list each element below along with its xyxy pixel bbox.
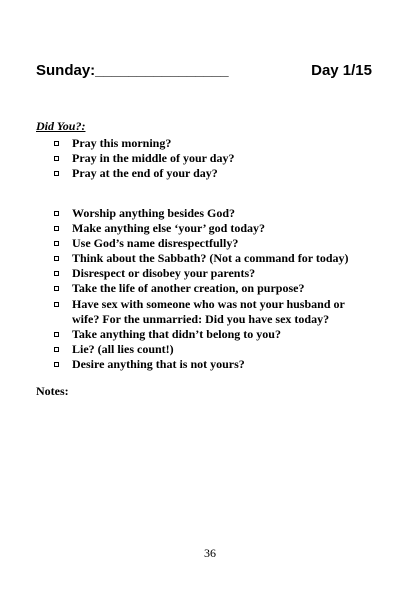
checklist-item[interactable] <box>52 251 372 266</box>
checklist-item[interactable] <box>52 236 372 251</box>
checklist-item-label: Make anything else ‘your’ god today? <box>72 221 265 236</box>
checkbox-icon[interactable] <box>54 362 59 367</box>
checklist-item[interactable] <box>52 136 372 151</box>
checklist-item[interactable] <box>52 221 372 236</box>
checkbox-icon[interactable] <box>54 256 59 261</box>
page-number: 36 <box>204 546 216 560</box>
checklist-item[interactable] <box>52 342 372 357</box>
checklist-item-label: Think about the Sabbath? (Not a command for today) <box>72 251 349 266</box>
checklist-item-label: Take anything that didn’t belong to you? <box>72 326 281 341</box>
checklist-item-label: Take the life of another creation, on purpose? <box>72 281 305 296</box>
checklist-item[interactable] <box>52 357 372 372</box>
checklist-item-label: Use God’s name disrespectfully? <box>72 236 239 251</box>
checkbox-icon[interactable] <box>54 226 59 231</box>
page-header <box>36 62 372 79</box>
checklist-item-label: Lie? (all lies count!) <box>72 341 174 356</box>
checklist-item[interactable] <box>52 166 372 181</box>
checkbox-icon[interactable] <box>54 171 59 176</box>
day-label: Day 1/15 <box>311 62 372 79</box>
checklist-item[interactable] <box>52 266 372 281</box>
checkbox-icon[interactable] <box>54 271 59 276</box>
notes-label: Notes: <box>36 384 69 398</box>
checkbox-icon[interactable] <box>54 156 59 161</box>
checklist-item[interactable] <box>52 281 372 296</box>
checklist-item[interactable] <box>52 297 372 327</box>
checkbox-icon[interactable] <box>54 286 59 291</box>
checklist-item-label: Have sex with someone who was not your husband or wife? For the unmarried: Did you have sex today? <box>72 296 345 326</box>
checklist-item-label: Worship anything besides God? <box>72 206 236 220</box>
checklist-item[interactable] <box>52 151 372 166</box>
checklist-item-label: Disrespect or disobey your parents? <box>72 266 256 281</box>
checklist-item[interactable] <box>52 206 372 221</box>
checklist-item-label: Pray at the end of your day? <box>72 166 218 181</box>
checklist-item[interactable] <box>52 327 372 342</box>
prayer-checklist <box>52 136 372 181</box>
checklist-item-label: Pray this morning? <box>72 136 172 150</box>
checkbox-icon[interactable] <box>54 141 59 146</box>
commandments-checklist <box>52 206 372 372</box>
checkbox-icon[interactable] <box>54 302 59 307</box>
checkbox-icon[interactable] <box>54 332 59 337</box>
section-title: Did You?: <box>36 119 86 133</box>
checkbox-icon[interactable] <box>54 211 59 216</box>
checkbox-icon[interactable] <box>54 241 59 246</box>
sunday-label: Sunday:________________ <box>36 62 229 79</box>
checkbox-icon[interactable] <box>54 347 59 352</box>
checklist-item-label: Pray in the middle of your day? <box>72 151 235 166</box>
checklist-item-label: Desire anything that is not yours? <box>72 356 245 371</box>
